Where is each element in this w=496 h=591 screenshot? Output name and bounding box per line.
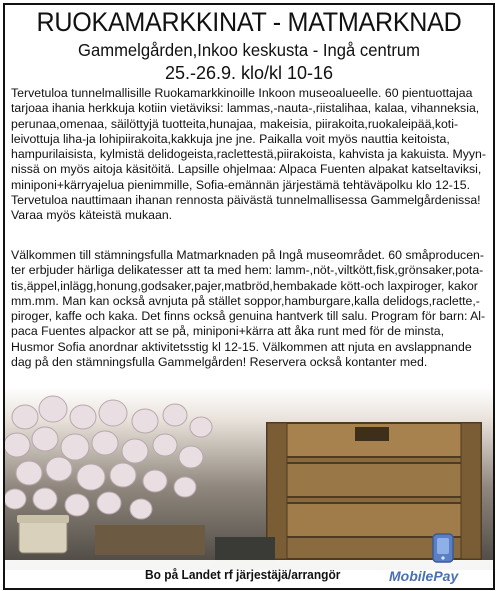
mobilepay-logo [389, 532, 487, 584]
finnish-paragraph: Tervetuloa tunnelmallisille Ruokamarkkinoille Inkoon museoalueelle. 60 pientuottajaa tarjoaa ihania herkkuja kotiin vietäviksi: lammas,-nauta-,riistalihaa, kalaa, vihanneksia, perunaa,omenaa, säilöttyjä tuotteita,hunajaa, makeisia, piirakoita,ruokaleipää,koti-leivottuja liha-ja lohipiirakoita,kakkuja jne jne. Paikalla voit myös nauttia keitoista, hampurilaisista, kylmistä delidogeista,raclettestä,piirakoista, kahvista ja kakuista. Myyn-nissä on myös aitoja käsitöitä. Lapsille ohjelmaa: Alpaca Fuenten alpakat katseltaviksi, miniponi+kärryajelua pienimmille, Sofia-emännän järjestämä tehtäväpolku klo 12-15. Tervetuloa nauttimaan ihanan rennosta päivästä tunnelmallisessa Gammelgårdenissa! Varaa myös käteistä mukaan. [11, 86, 486, 223]
organizer-text: Bo på Landet rf järjestäjä/arrangör [145, 567, 341, 582]
swedish-paragraph: Välkommen till stämningsfulla Matmarknaden på Ingå museområdet. 60 småproducen-ter erbjuder härliga delikatesser att ta med hem: lamm-,nöt-,viltkött,fisk,grönsaker,pota-tis,äppel,inlägg,honung,godsaker,pajer,matbröd,hembakade kött-och laxpiroger, kakor mm.mm. Man kan också avnjuta på stället soppor,hamburgare,kalla delidogs,raclette,-piroger, kaffe och kaka. Det finns också genuina hantverk till salu. Program för barn: Al-paca Fuentes alpackor att se på, miniponi+kärra att åka runt med för de minsta, Husmor Sofia anordnar aktivitetsstig kl 12-15. Välkommen att njuta en avslappnande dag på den stämningsfulla Gammelgården! Reservera också kontanter med. [11, 248, 486, 370]
poster-location: Gammelgården,Inkoo keskusta - Ingå centrum [78, 40, 420, 60]
mobilepay-wordmark: MobilePay [389, 568, 459, 584]
jar-shape [19, 519, 67, 553]
poster-dates: 25.-26.9. klo/kl 10-16 [164, 63, 334, 83]
poster-title: RUOKAMARKKINAT - MATMARKNAD [36, 7, 462, 37]
poster-frame [3, 3, 495, 590]
mobilepay-phone-icon [431, 532, 455, 564]
